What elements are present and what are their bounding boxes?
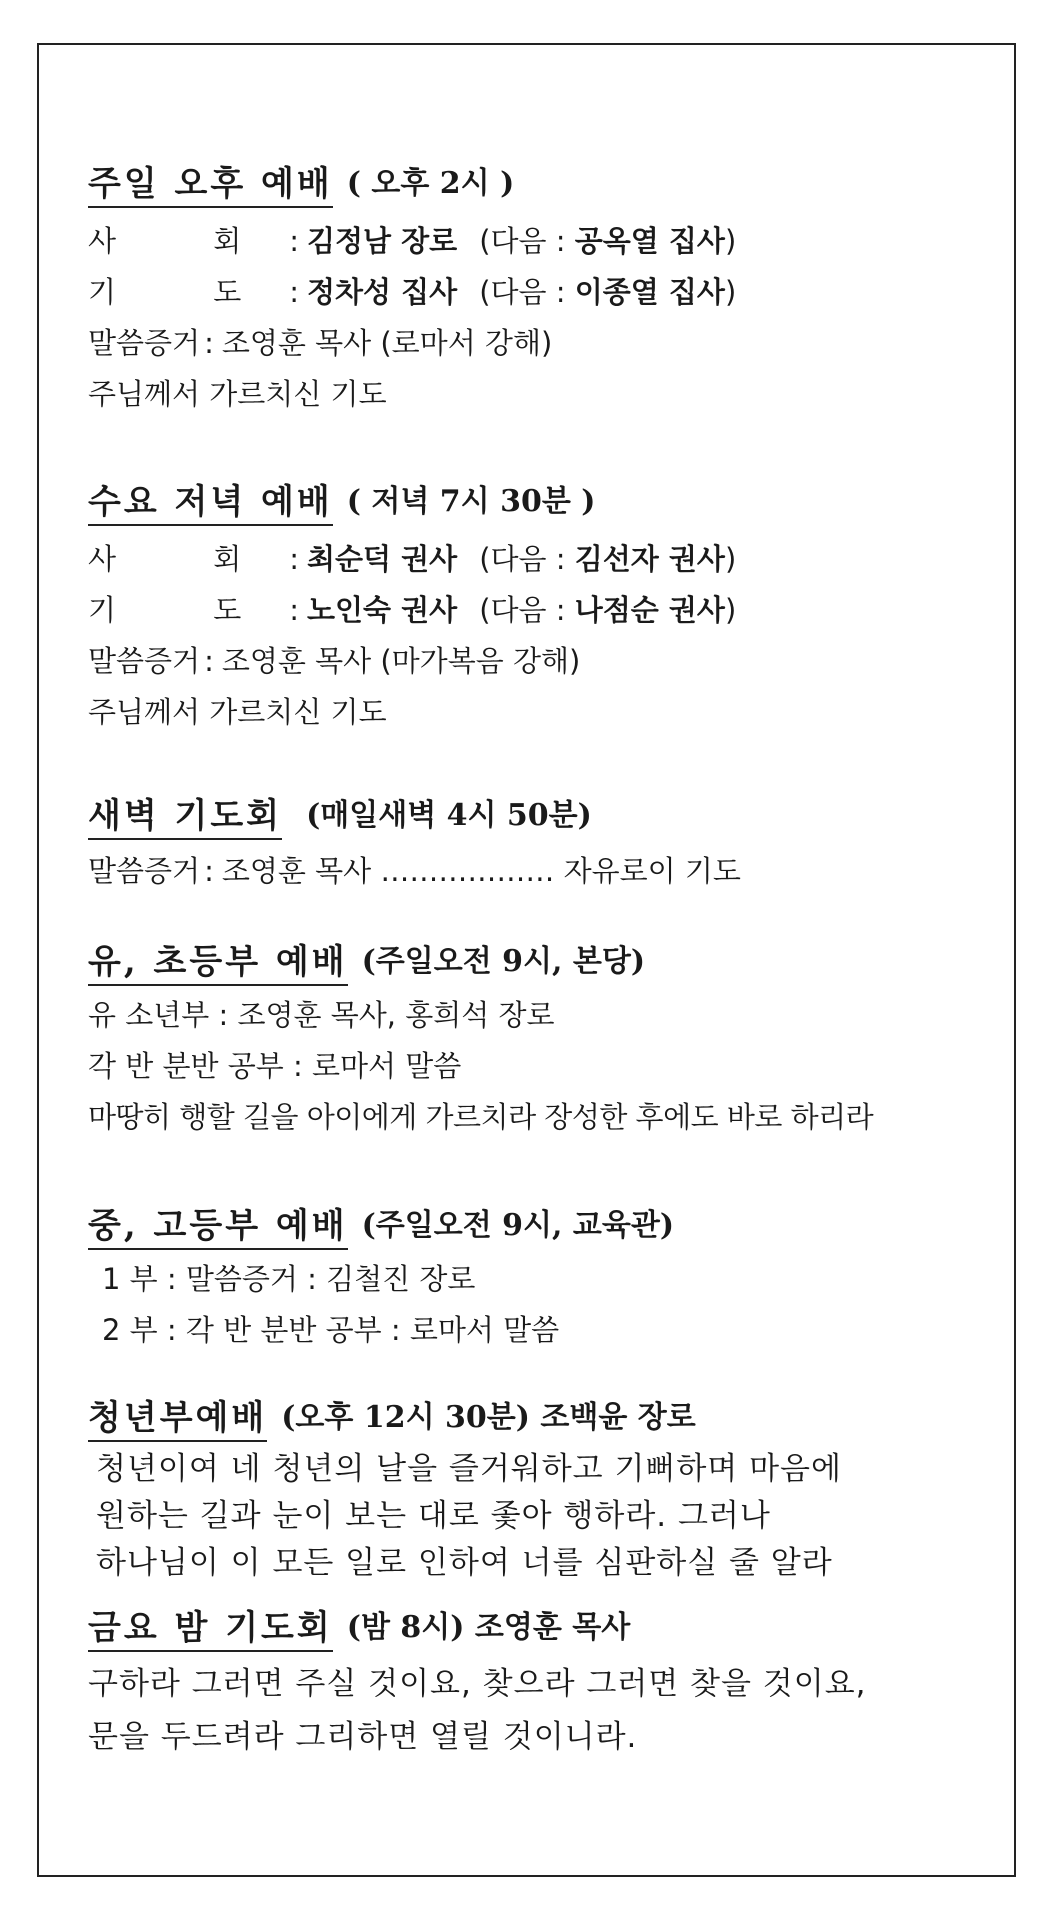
scripture-line: 원하는 길과 눈이 보는 대로 좇아 행하라. 그러나	[96, 1498, 771, 1534]
next-open: (다음 :	[479, 593, 566, 627]
next-close: )	[724, 275, 737, 309]
section-title: 새벽 기도회	[88, 796, 282, 840]
prayer-row: 기 도 : 정차성 집사 (다음 : 이종열 집사)	[88, 267, 988, 318]
section-time: ( 저녁 7시 30분 )	[346, 484, 596, 519]
scripture-line: 구하라 그러면 주실 것이요, 찾으라 그러면 찾을 것이요,	[88, 1666, 867, 1702]
section-time: (밤 8시) 조영훈 목사	[346, 1610, 631, 1645]
section-header	[88, 478, 988, 526]
host-row: 사 회 : 김정남 장로 (다음 : 공옥열 집사)	[88, 216, 988, 267]
prayer-next-name: 나점순 권사	[574, 593, 725, 627]
sermon-label: 말씀증거	[88, 644, 201, 678]
next-close: )	[724, 593, 737, 627]
section-title: 주일 오후 예배	[88, 164, 333, 208]
youth-worship-section	[88, 1202, 988, 1356]
section-title: 수요 저녁 예배	[88, 482, 333, 526]
prayer-name: 정차성 집사	[307, 275, 458, 309]
section-time: (주일오전 9시, 본당)	[361, 944, 646, 979]
closing-line: 주님께서 가르치신 기도	[88, 695, 387, 729]
prayer-label: 기 도	[88, 275, 286, 309]
friday-prayer-section	[88, 1604, 988, 1764]
text-line: 유 소년부 : 조영훈 목사, 홍희석 장로	[88, 998, 555, 1032]
prayer-label: 기 도	[88, 593, 286, 627]
closing-line: 주님께서 가르치신 기도	[88, 377, 387, 411]
prayer-row: 기 도 : 노인숙 권사 (다음 : 나점순 권사)	[88, 585, 988, 636]
host-row: 사 회 : 최순덕 권사 (다음 : 김선자 권사)	[88, 534, 988, 585]
sermon-row: 말씀증거 : 조영훈 목사 (로마서 강해)	[88, 326, 553, 360]
next-close: )	[724, 542, 737, 576]
next-open: (다음 :	[479, 542, 566, 576]
sunday-afternoon-section	[88, 160, 988, 420]
section-title: 청년부예배	[88, 1398, 267, 1442]
sermon-text: 조영훈 목사 ……………… 자유로이 기도	[221, 854, 741, 888]
host-next-name: 김선자 권사	[574, 542, 725, 576]
host-name: 김정남 장로	[307, 224, 458, 258]
sermon-row: 말씀증거 : 조영훈 목사 ……………… 자유로이 기도	[88, 854, 741, 888]
section-time: (오후 12시 30분) 조백윤 장로	[281, 1400, 696, 1435]
section-title: 금요 밤 기도회	[88, 1608, 333, 1652]
text-line: 각 반 분반 공부 : 로마서 말씀	[88, 1049, 462, 1083]
section-header	[88, 792, 988, 840]
children-worship-section	[88, 938, 988, 1143]
text-line: 2 부 : 각 반 분반 공부 : 로마서 말씀	[102, 1313, 560, 1347]
scripture-line: 하나님이 이 모든 일로 인하여 너를 심판하실 줄 알라	[96, 1545, 833, 1581]
section-time: ( 오후 2시 )	[346, 166, 515, 201]
host-label: 사 회	[88, 224, 286, 258]
next-close: )	[724, 224, 737, 258]
section-title: 유, 초등부 예배	[88, 942, 348, 986]
section-header	[88, 1604, 988, 1652]
host-next-name: 공옥열 집사	[574, 224, 725, 258]
prayer-next-name: 이종열 집사	[574, 275, 725, 309]
sermon-text: 조영훈 목사 (마가복음 강해)	[221, 644, 581, 678]
wednesday-evening-section	[88, 478, 988, 738]
sermon-label: 말씀증거	[88, 326, 201, 360]
host-label: 사 회	[88, 542, 286, 576]
prayer-name: 노인숙 권사	[307, 593, 458, 627]
section-header	[88, 1202, 988, 1250]
section-header	[88, 938, 988, 986]
section-time: (주일오전 9시, 교육관)	[361, 1208, 675, 1243]
sermon-label: 말씀증거	[88, 854, 201, 888]
section-title: 중, 고등부 예배	[88, 1206, 348, 1250]
dawn-prayer-section	[88, 792, 988, 897]
text-line: 1 부 : 말씀증거 : 김철진 장로	[102, 1262, 476, 1296]
next-open: (다음 :	[479, 224, 566, 258]
host-name: 최순덕 권사	[307, 542, 458, 576]
text-line: 마땅히 행할 길을 아이에게 가르치라 장성한 후에도 바로 하리라	[88, 1100, 874, 1134]
young-adult-worship-section	[88, 1394, 988, 1587]
section-time: (매일새벽 4시 50분)	[306, 798, 592, 833]
next-open: (다음 :	[479, 275, 566, 309]
sermon-row: 말씀증거 : 조영훈 목사 (마가복음 강해)	[88, 644, 581, 678]
scripture-line: 문을 두드려라 그리하면 열릴 것이니라.	[88, 1719, 638, 1755]
section-header	[88, 1394, 988, 1442]
sermon-text: 조영훈 목사 (로마서 강해)	[221, 326, 553, 360]
section-header	[88, 160, 988, 208]
scripture-line: 청년이여 네 청년의 날을 즐거워하고 기뻐하며 마음에	[96, 1451, 842, 1487]
